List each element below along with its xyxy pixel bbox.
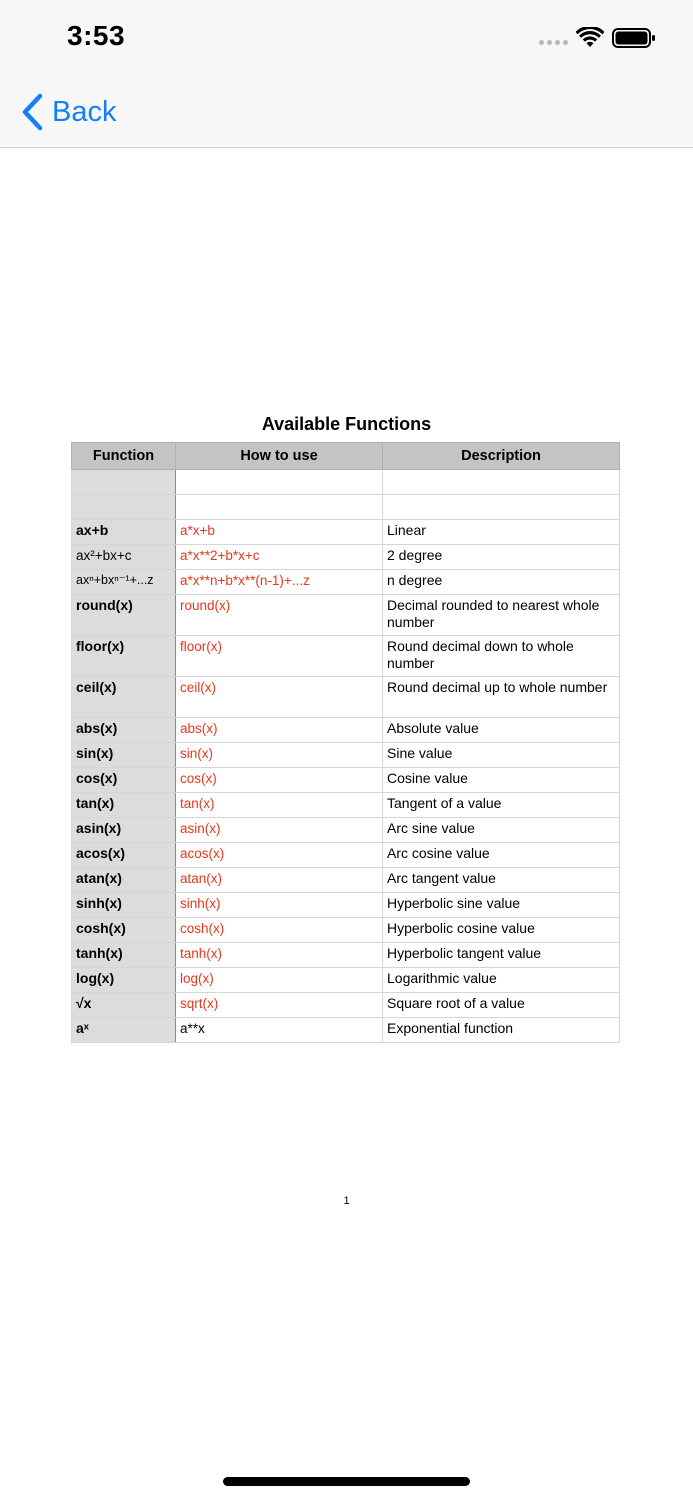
usage-cell: a**x xyxy=(176,1018,383,1043)
table-row xyxy=(72,768,620,793)
wifi-icon xyxy=(576,27,604,49)
function-cell: tanh(x) xyxy=(72,943,176,968)
function-cell: sin(x) xyxy=(72,743,176,768)
table-row xyxy=(72,968,620,993)
description-cell: 2 degree xyxy=(383,545,620,570)
function-cell: ax+b xyxy=(72,520,176,545)
usage-cell: floor(x) xyxy=(176,636,383,677)
usage-cell: sqrt(x) xyxy=(176,993,383,1018)
battery-icon xyxy=(612,27,656,49)
description-cell: Decimal rounded to nearest whole number xyxy=(383,595,620,636)
description-cell: Arc cosine value xyxy=(383,843,620,868)
table-row xyxy=(72,868,620,893)
table-row xyxy=(72,677,620,718)
header-description: Description xyxy=(383,443,620,470)
function-cell: √x xyxy=(72,993,176,1018)
function-cell: abs(x) xyxy=(72,718,176,743)
function-cell: tan(x) xyxy=(72,793,176,818)
usage-cell: acos(x) xyxy=(176,843,383,868)
status-icons xyxy=(539,26,656,50)
description-cell: Hyperbolic cosine value xyxy=(383,918,620,943)
page-number: 1 xyxy=(343,1195,350,1207)
usage-cell: cosh(x) xyxy=(176,918,383,943)
description-cell: Square root of a value xyxy=(383,993,620,1018)
usage-cell: a*x**2+b*x+c xyxy=(176,545,383,570)
back-button[interactable] xyxy=(20,92,116,132)
table-row xyxy=(72,943,620,968)
home-indicator[interactable] xyxy=(223,1477,470,1486)
description-cell: Linear xyxy=(383,520,620,545)
empty-row xyxy=(72,495,620,520)
table-row xyxy=(72,893,620,918)
usage-cell: abs(x) xyxy=(176,718,383,743)
table-row xyxy=(72,545,620,570)
description-cell: Tangent of a value xyxy=(383,793,620,818)
function-cell: log(x) xyxy=(72,968,176,993)
empty-row xyxy=(72,470,620,495)
header-function: Function xyxy=(72,443,176,470)
function-cell: sinh(x) xyxy=(72,893,176,918)
function-cell: atan(x) xyxy=(72,868,176,893)
table-row xyxy=(72,570,620,595)
function-cell: aˣ xyxy=(72,1018,176,1043)
table-row xyxy=(72,636,620,677)
status-time: 3:53 xyxy=(67,20,126,51)
table-row xyxy=(72,743,620,768)
usage-cell: sin(x) xyxy=(176,743,383,768)
description-cell: Hyperbolic sine value xyxy=(383,893,620,918)
function-cell: cosh(x) xyxy=(72,918,176,943)
table-header-row xyxy=(72,443,620,470)
usage-cell: a*x**n+b*x**(n-1)+...z xyxy=(176,570,383,595)
description-cell: Absolute value xyxy=(383,718,620,743)
usage-cell: tanh(x) xyxy=(176,943,383,968)
table-row xyxy=(72,918,620,943)
signal-icon xyxy=(539,40,568,45)
usage-cell: asin(x) xyxy=(176,818,383,843)
table-row xyxy=(72,793,620,818)
function-cell: floor(x) xyxy=(72,636,176,677)
description-cell: Cosine value xyxy=(383,768,620,793)
status-bar xyxy=(0,0,693,76)
description-cell: Arc sine value xyxy=(383,818,620,843)
table-row xyxy=(72,843,620,868)
function-cell: cos(x) xyxy=(72,768,176,793)
table-row xyxy=(72,1018,620,1043)
function-cell: asin(x) xyxy=(72,818,176,843)
description-cell: Sine value xyxy=(383,743,620,768)
table-row xyxy=(72,718,620,743)
function-cell: round(x) xyxy=(72,595,176,636)
usage-cell: tan(x) xyxy=(176,793,383,818)
description-cell: n degree xyxy=(383,570,620,595)
table-row xyxy=(72,595,620,636)
description-cell: Round decimal down to whole number xyxy=(383,636,620,677)
navigation-bar xyxy=(0,76,693,148)
usage-cell: a*x+b xyxy=(176,520,383,545)
document-title: Available Functions xyxy=(261,414,432,434)
usage-cell: atan(x) xyxy=(176,868,383,893)
function-cell: ceil(x) xyxy=(72,677,176,718)
description-cell: Round decimal up to whole number xyxy=(383,677,620,718)
usage-cell: sinh(x) xyxy=(176,893,383,918)
back-label: Back xyxy=(52,95,117,128)
usage-cell: log(x) xyxy=(176,968,383,993)
functions-table xyxy=(71,442,620,1043)
description-cell: Arc tangent value xyxy=(383,868,620,893)
table-row xyxy=(72,520,620,545)
table-row xyxy=(72,993,620,1018)
usage-cell: round(x) xyxy=(176,595,383,636)
function-cell: ax²+bx+c xyxy=(72,545,176,570)
description-cell: Hyperbolic tangent value xyxy=(383,943,620,968)
description-cell: Exponential function xyxy=(383,1018,620,1043)
usage-cell: cos(x) xyxy=(176,768,383,793)
description-cell: Logarithmic value xyxy=(383,968,620,993)
chevron-left-icon xyxy=(20,93,44,131)
function-cell: axⁿ+bxⁿ⁻¹+...z xyxy=(72,570,176,595)
usage-cell: ceil(x) xyxy=(176,677,383,718)
header-how-to-use: How to use xyxy=(176,443,383,470)
function-cell: acos(x) xyxy=(72,843,176,868)
table-row xyxy=(72,818,620,843)
